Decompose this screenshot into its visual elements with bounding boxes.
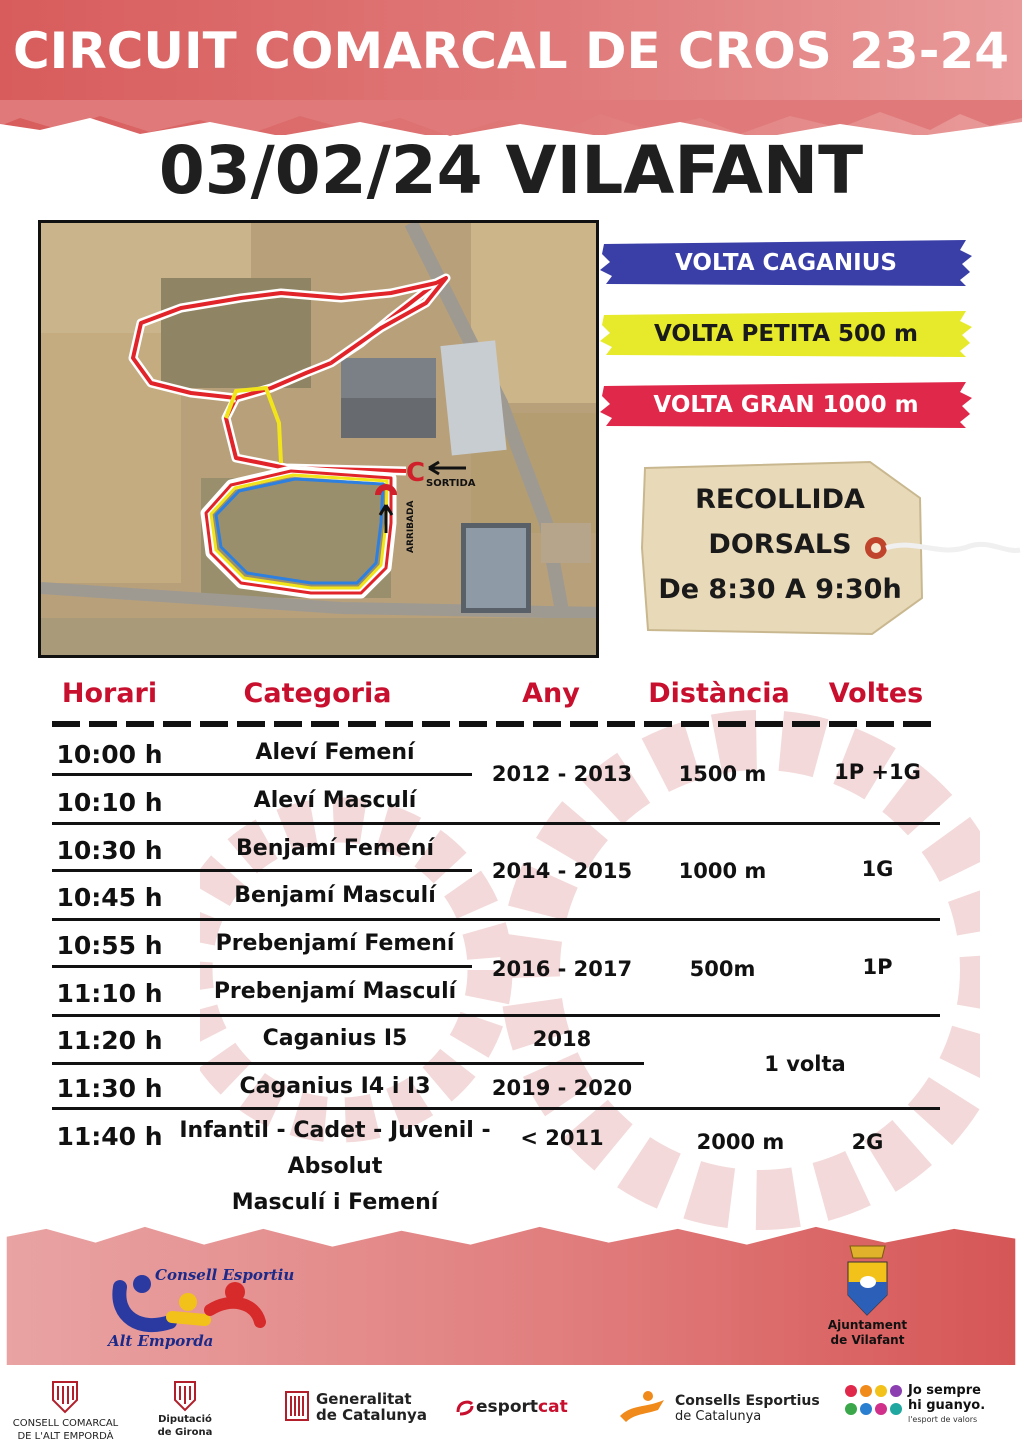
row-divider [52, 773, 472, 776]
row-time: 10:10 h [56, 788, 163, 817]
row-divider [52, 1062, 644, 1065]
row-divider [52, 869, 472, 872]
header-dashed-line [52, 720, 940, 728]
jo-sempre-icon [843, 1383, 905, 1423]
header-laps: Voltes [828, 678, 924, 709]
group-year: 2012 - 2013 [491, 762, 633, 786]
group-distance: 500m [689, 957, 756, 981]
group-distance: 1500 m [678, 762, 767, 786]
row-category: Aleví Masculí [253, 788, 417, 813]
consell-comarcal-line2: DE L'ALT EMPORDÀ [17, 1431, 114, 1442]
group-distance: 1 volta [764, 1052, 846, 1076]
esportcat-logo [476, 1397, 568, 1417]
row-category: Caganius I5 [262, 1026, 408, 1051]
row-category-line3: Masculí i Femení [231, 1190, 439, 1215]
vilafant-coat-of-arms [840, 1240, 895, 1320]
row-category: Benjamí Femení [236, 836, 434, 861]
consells-esportius-icon [618, 1390, 666, 1424]
group-year-a: 2018 [532, 1027, 592, 1051]
consell-esportiu-region: Alt Emporda [108, 1332, 214, 1350]
group-year: 2014 - 2015 [491, 859, 633, 883]
group-divider [52, 822, 940, 825]
group-divider [52, 918, 940, 921]
diputacio-line1: Diputació [158, 1414, 212, 1425]
ajuntament-name: Ajuntament [827, 1318, 908, 1332]
generalitat-line1: Generalitat [316, 1390, 412, 1408]
group-laps: 1G [861, 857, 894, 881]
ajuntament-town: de Vilafant [830, 1333, 905, 1347]
generalitat-line2: de Catalunya [316, 1406, 427, 1424]
header-time: Horari [61, 678, 158, 709]
bib-pickup-time: De 8:30 A 9:30h [658, 574, 902, 605]
group-year: 2016 - 2017 [491, 957, 633, 981]
row-time: 11:10 h [56, 979, 163, 1008]
group-distance: 2000 m [696, 1130, 785, 1154]
row-divider [52, 965, 472, 968]
row-category-line1: Infantil - Cadet - Juvenil - [179, 1118, 491, 1143]
row-category-line2: Absolut [287, 1154, 383, 1179]
row-category: Prebenjamí Femení [215, 931, 455, 956]
header-year: Any [522, 678, 580, 709]
group-divider [52, 1107, 940, 1110]
row-time: 10:00 h [56, 740, 163, 769]
diputacio-line2: de Girona [157, 1427, 213, 1438]
diputacio-icon [172, 1378, 198, 1412]
group-laps: 1P +1G [834, 760, 921, 784]
jo-sempre-line1: Jo sempre [908, 1383, 981, 1398]
bib-pickup-line2: DORSALS [708, 529, 852, 560]
group-distance: 1000 m [678, 859, 767, 883]
header-distance: Distància [648, 678, 790, 709]
finish-label: ARRIBADA [406, 500, 416, 553]
row-category: Aleví Femení [255, 740, 415, 765]
legend-petita [600, 309, 972, 359]
consell-esportiu-name: Consell Esportiu [155, 1266, 295, 1284]
row-category: Benjamí Masculí [234, 883, 436, 908]
event-title: 03/02/24 VILAFANT [158, 132, 864, 209]
esportcat-icon [454, 1396, 476, 1418]
bib-pickup-line1: RECOLLIDA [695, 484, 865, 515]
row-time: 11:40 h [56, 1122, 163, 1151]
start-label: SORTIDA [426, 478, 476, 489]
row-time: 11:30 h [56, 1074, 163, 1103]
row-time: 10:55 h [56, 931, 163, 960]
row-category: Caganius I4 i I3 [239, 1074, 431, 1099]
row-category: Prebenjamí Masculí [213, 979, 457, 1004]
esportcat-text-a: esport [476, 1397, 539, 1417]
legend-gran-label: VOLTA GRAN 1000 m [653, 392, 919, 418]
consell-comarcal-icon [50, 1378, 80, 1414]
legend-gran [600, 380, 972, 430]
jo-sempre-line3: l'esport de valors [908, 1415, 978, 1424]
group-year: < 2011 [520, 1126, 604, 1150]
esportcat-text-b: cat [538, 1397, 568, 1417]
jo-sempre-line2: hi guanyo. [908, 1398, 986, 1413]
row-time: 11:20 h [56, 1026, 163, 1055]
row-time: 10:30 h [56, 836, 163, 865]
legend-petita-label: VOLTA PETITA 500 m [653, 321, 919, 347]
row-time: 10:45 h [56, 883, 163, 912]
consells-esportius-line1: Consells Esportius [675, 1393, 820, 1409]
header-category: Categoria [243, 678, 392, 709]
legend-caganius-label: VOLTA CAGANIUS [675, 250, 897, 276]
group-year-b: 2019 - 2020 [491, 1076, 633, 1100]
aerial-map [41, 223, 599, 658]
group-laps: 1P [862, 955, 893, 979]
generalitat-icon [284, 1390, 310, 1422]
course-map [38, 220, 599, 658]
consells-esportius-line2: de Catalunya [675, 1409, 762, 1424]
main-title: CIRCUIT COMARCAL DE CROS 23-24 [12, 22, 1010, 80]
consell-comarcal-line1: CONSELL COMARCAL [12, 1418, 119, 1429]
group-divider [52, 1014, 940, 1017]
legend-caganius [600, 238, 972, 288]
group-laps: 2G [851, 1130, 884, 1154]
svg-text:C: C [406, 458, 426, 488]
